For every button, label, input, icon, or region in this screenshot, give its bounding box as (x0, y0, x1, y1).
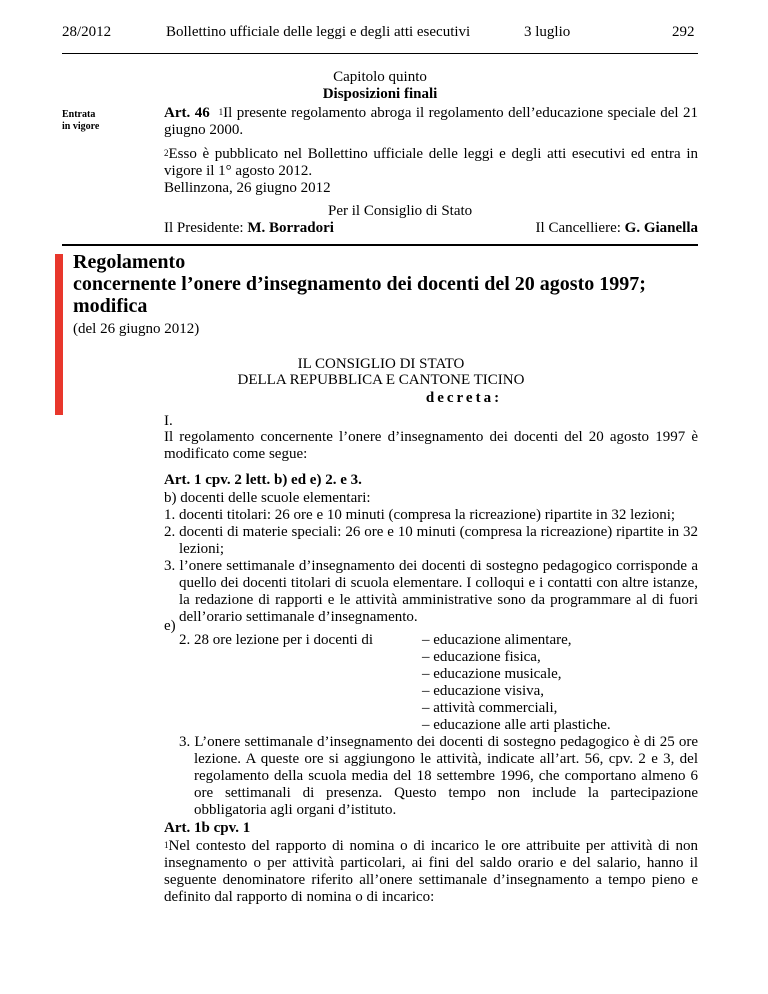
e2-item: – attività commerciali, (422, 700, 558, 716)
art1b-paragraph (164, 838, 698, 906)
header-page: 292 (672, 24, 695, 40)
e2-item: – educazione alimentare, (422, 632, 572, 648)
art1b-text: Nel contesto del rapporto di nomina o di incarico le ore attribuite per attività di non insegnamento o per attività particolari, ai fini del saldo orario e del salario, hanno il seguente denominatore riferito all’onere settimanale d’insegnamento a tempo pieno e definito dal rapporto di nomina o di incarico: (164, 838, 698, 905)
header-number: 28/2012 (62, 24, 112, 40)
chapter-title: Disposizioni finali (322, 86, 438, 102)
e2-item: – educazione fisica, (422, 649, 541, 665)
art1-e-label: e) (164, 618, 176, 634)
accent-bar (55, 254, 63, 415)
e2-item: – educazione alle arti plastiche. (422, 717, 611, 733)
chancellor-label: Il Cancelliere: (535, 220, 621, 236)
regulation-title-line1: Regolamento (73, 251, 186, 273)
place-date: Bellinzona, 26 giugno 2012 (164, 180, 331, 196)
regulation-title-line2: concernente l’onere d’insegnamento dei docenti del 20 agosto 1997; (73, 273, 646, 295)
art1-heading: Art. 1 cpv. 2 lett. b) ed e) 2. e 3. (164, 472, 362, 488)
chapter-name: Capitolo quinto (333, 69, 427, 85)
regulation-title-line3: modifica (73, 295, 148, 317)
margin-note-line1: Entrata (62, 109, 96, 120)
art46-p2-sup: 2 (164, 148, 169, 158)
art46-p1-sup: 1 (218, 107, 224, 117)
section-rule (62, 244, 698, 246)
president-label: Il Presidente: (164, 220, 244, 236)
art1-b3: 3. l’onere settimanale d’insegnamento dei docenti di sostegno pedagogico corrisponde a quello dei docenti titolari di scuola elementare. I colloqui e i contatti con altre istanze, la redazione di rapporti e le attività amministrative sono da programmare al di fuori dell’orario settimanale d’insegnamento. (164, 558, 698, 625)
president-signature (164, 220, 334, 237)
art46-paragraph1 (164, 105, 698, 139)
decree-label: decreta: (425, 390, 503, 406)
art1b-heading: Art. 1b cpv. 1 (164, 820, 251, 836)
header-publication: Bollettino ufficiale delle leggi e degli atti esecutivi (166, 24, 471, 40)
art1-e2-intro: 2. 28 ore lezione per i docenti di (179, 632, 374, 648)
e2-item: – educazione visiva, (422, 683, 545, 699)
council-line2: DELLA REPUBBLICA E CANTONE TICINO (237, 372, 525, 388)
art46-label: Art. 46 (164, 105, 210, 121)
council-signature: Per il Consiglio di Stato (328, 203, 473, 219)
art1-b2: 2. docenti di materie speciali: 26 ore e 10 minuti (compresa la ricreazione) ripartite in 32 lezioni; (164, 524, 698, 557)
regulation-date: (del 26 giugno 2012) (73, 321, 200, 337)
art46-p1-text: Il presente regolamento abroga il regolamento dell’educazione speciale del 21 giugno 2000. (164, 105, 699, 138)
art1-b-intro: b) docenti delle scuole elementari: (164, 490, 371, 506)
art46-p2-text: Esso è pubblicato nel Bollettino ufficiale delle leggi e degli atti esecutivi ed entra in vigore il 1° agosto 2012. (164, 146, 698, 179)
e2-item: – educazione musicale, (422, 666, 562, 682)
art1-e3: 3. L’onere settimanale d’insegnamento dei docenti di sostegno pedagogico è di 25 ore lezione. A queste ore si aggiungono le attività, indicate all’art. 56, cpv. 2 e 3, del regolamento della scuola media del 18 settembre 1996, che comportano almeno 6 ore settimanali di presenza. Questo tempo non include la partecipazione obbligatoria agli organi d’istituto. (179, 734, 698, 818)
art46-paragraph2 (164, 146, 698, 180)
margin-note (62, 109, 99, 133)
roman-one: I. (164, 413, 173, 429)
header-rule (62, 53, 698, 54)
art1-b1: 1. docenti titolari: 26 ore e 10 minuti (compresa la ricreazione) ripartite in 32 lezioni; (164, 507, 676, 523)
president-name: M. Borradori (247, 220, 334, 236)
chancellor-name: G. Gianella (624, 220, 698, 236)
regulation-intro: Il regolamento concernente l’onere d’insegnamento dei docenti del 20 agosto 1997 è modificato come segue: (164, 429, 698, 462)
header-date: 3 luglio (524, 24, 571, 40)
art1b-sup: 1 (164, 840, 169, 850)
chancellor-signature (500, 220, 698, 237)
council-line1: IL CONSIGLIO DI STATO (297, 356, 465, 372)
margin-note-line2: in vigore (62, 121, 100, 132)
